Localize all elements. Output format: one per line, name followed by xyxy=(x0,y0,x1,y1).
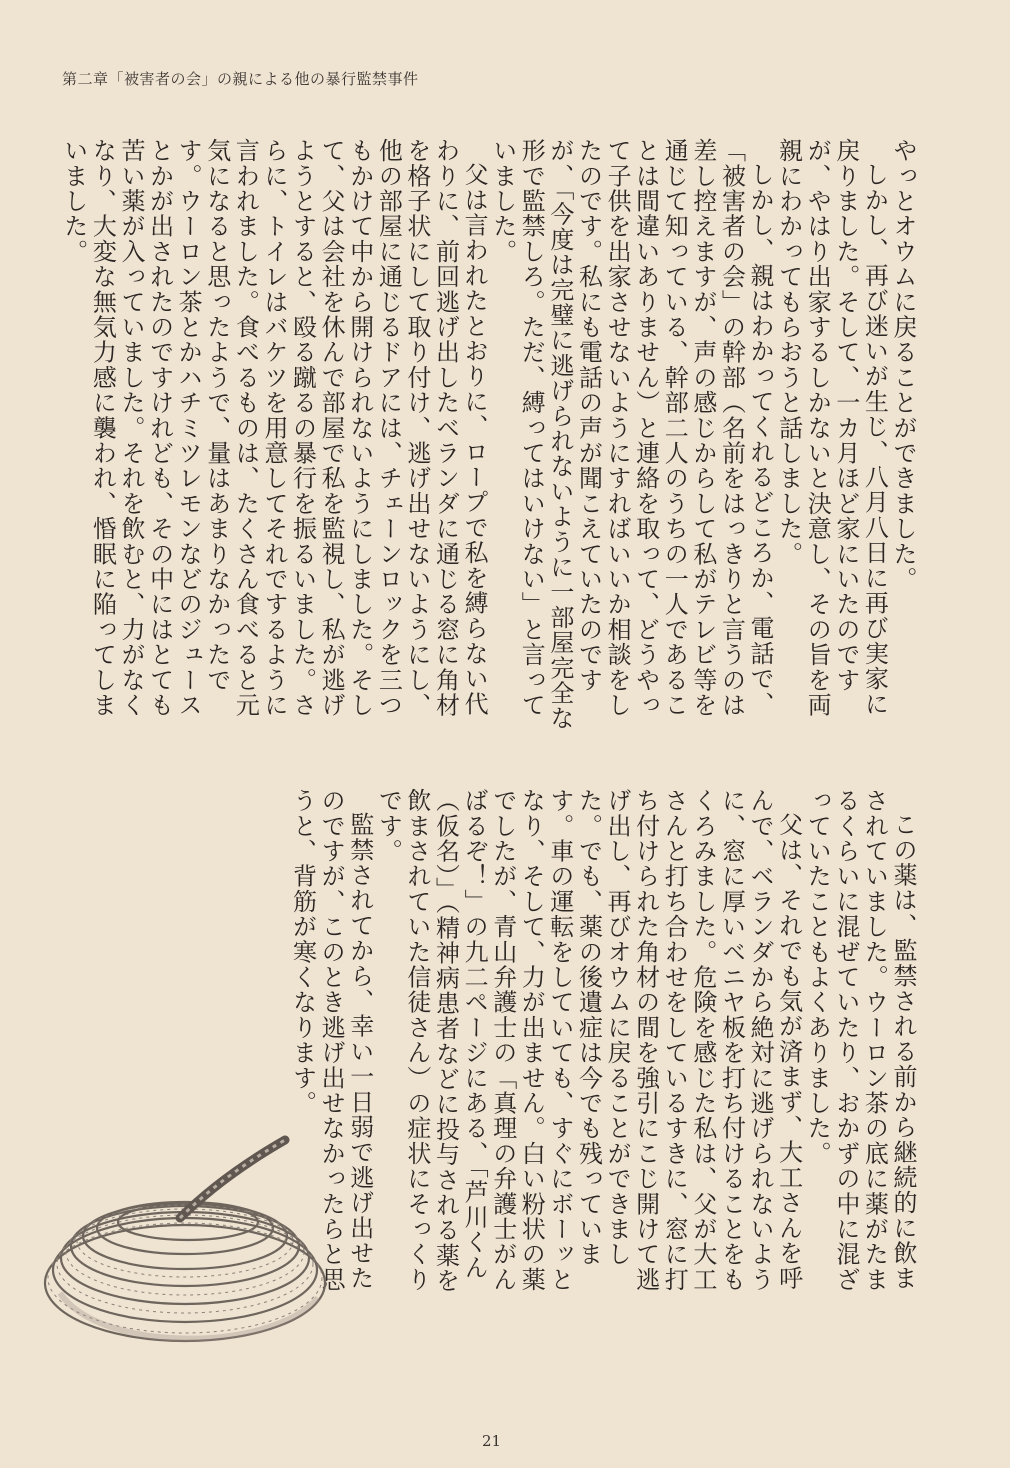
paragraph: やっとオウムに戻ることができました。 xyxy=(889,138,917,592)
paragraph: 父は言われたとおりに、ロープで私を縛らない代わりに、前回逃げ出したベランダに通じる窓に角材を格子状にして取り付け、逃げ出せないようにし、他の部屋に通じるドアには、チェーンロックを三つもかけて中から開けられないようにしました。そして、父は会社を休んで部屋で私を監視し、私が逃げようとすると、殴る蹴るの暴行を振るいました。さらに、トイレはバケツを用意してそれでするように言われました。食べるものは、たくさん食べると元気になると思ったようで、量はあまりなかったです。ウーロン茶とかハチミツレモンなどのジュースとかが出されたのですけれども、その中にはとても苦い薬が入っていました。それを飲むと、力がなくなり、大変な無気力感に襲われ、惛眠に陥ってしまいました。 xyxy=(59,138,489,718)
coiled-rope-illustration xyxy=(20,1118,340,1368)
paragraph: しかし、再び迷いが生じ、八月八日に再び実家に戻りました。そして、一カ月ほど家にいたのですが、やはり出家するしかないと決意し、その旨を両親にわかってもらおうと話しました。 xyxy=(774,138,889,718)
paragraph: しかし、親はわかってくれるどころか、電話で、「被害者の会」の幹部（名前をはっきりと言うのは差し控えますが、声の感じからして私がテレビ等を通じて知っている、幹部二人のうちの一人であることは間違いありません）と連絡を取って、どうやって子供を出家させないようにすればいいか相談をしたのです。私にも電話の声が聞こえていたのですが、「今度は完璧に逃げられないように一部屋完全な形で監禁しろ。ただ、縛ってはいけない」と言っていました。 xyxy=(488,138,775,731)
upper-text-block xyxy=(59,138,917,738)
lower-text-block xyxy=(288,788,917,1300)
paragraph: 監禁されてから、幸い一日弱で逃げ出せたのですが、このとき逃げ出せなかったらと思うと、背筋が寒くなります。 xyxy=(288,788,374,1292)
running-head: 第二章「被害者の会」の親による他の暴行監禁事件 xyxy=(62,70,419,88)
paragraph: 父は、それでも気が済まず、大工さんを呼んで、ベランダから絶対に逃げられないように、窓に厚いベニヤ板を打ち付けることをもくろみました。危険を感じた私は、父が大工さんと打ち合わせをしているすきに、窓に打ち付けられた角材の間を強引にこじ開けて逃げ出し、再びオウムに戻ることができました。でも、薬の後遺症は今でも残っています。車の運転をしていても、すぐにボーッとなり、そして、力が出ません。白い粉状の薬でしたが、青山弁護士の「真理の弁護士がんばるぞ！」の九二ページにある、「芦川くん（仮名）」（精神病患者などに投与される薬を飲まされていた信徒さん）の症状にそっくりです。 xyxy=(374,788,803,1294)
page-number: 21 xyxy=(482,1432,502,1450)
paragraph: この薬は、監禁される前から継続的に飲まされていました。ウーロン茶の底に薬がたまるくらいに混ぜていたり、おかずの中に混ざっていたこともよくありました。 xyxy=(803,788,917,1292)
